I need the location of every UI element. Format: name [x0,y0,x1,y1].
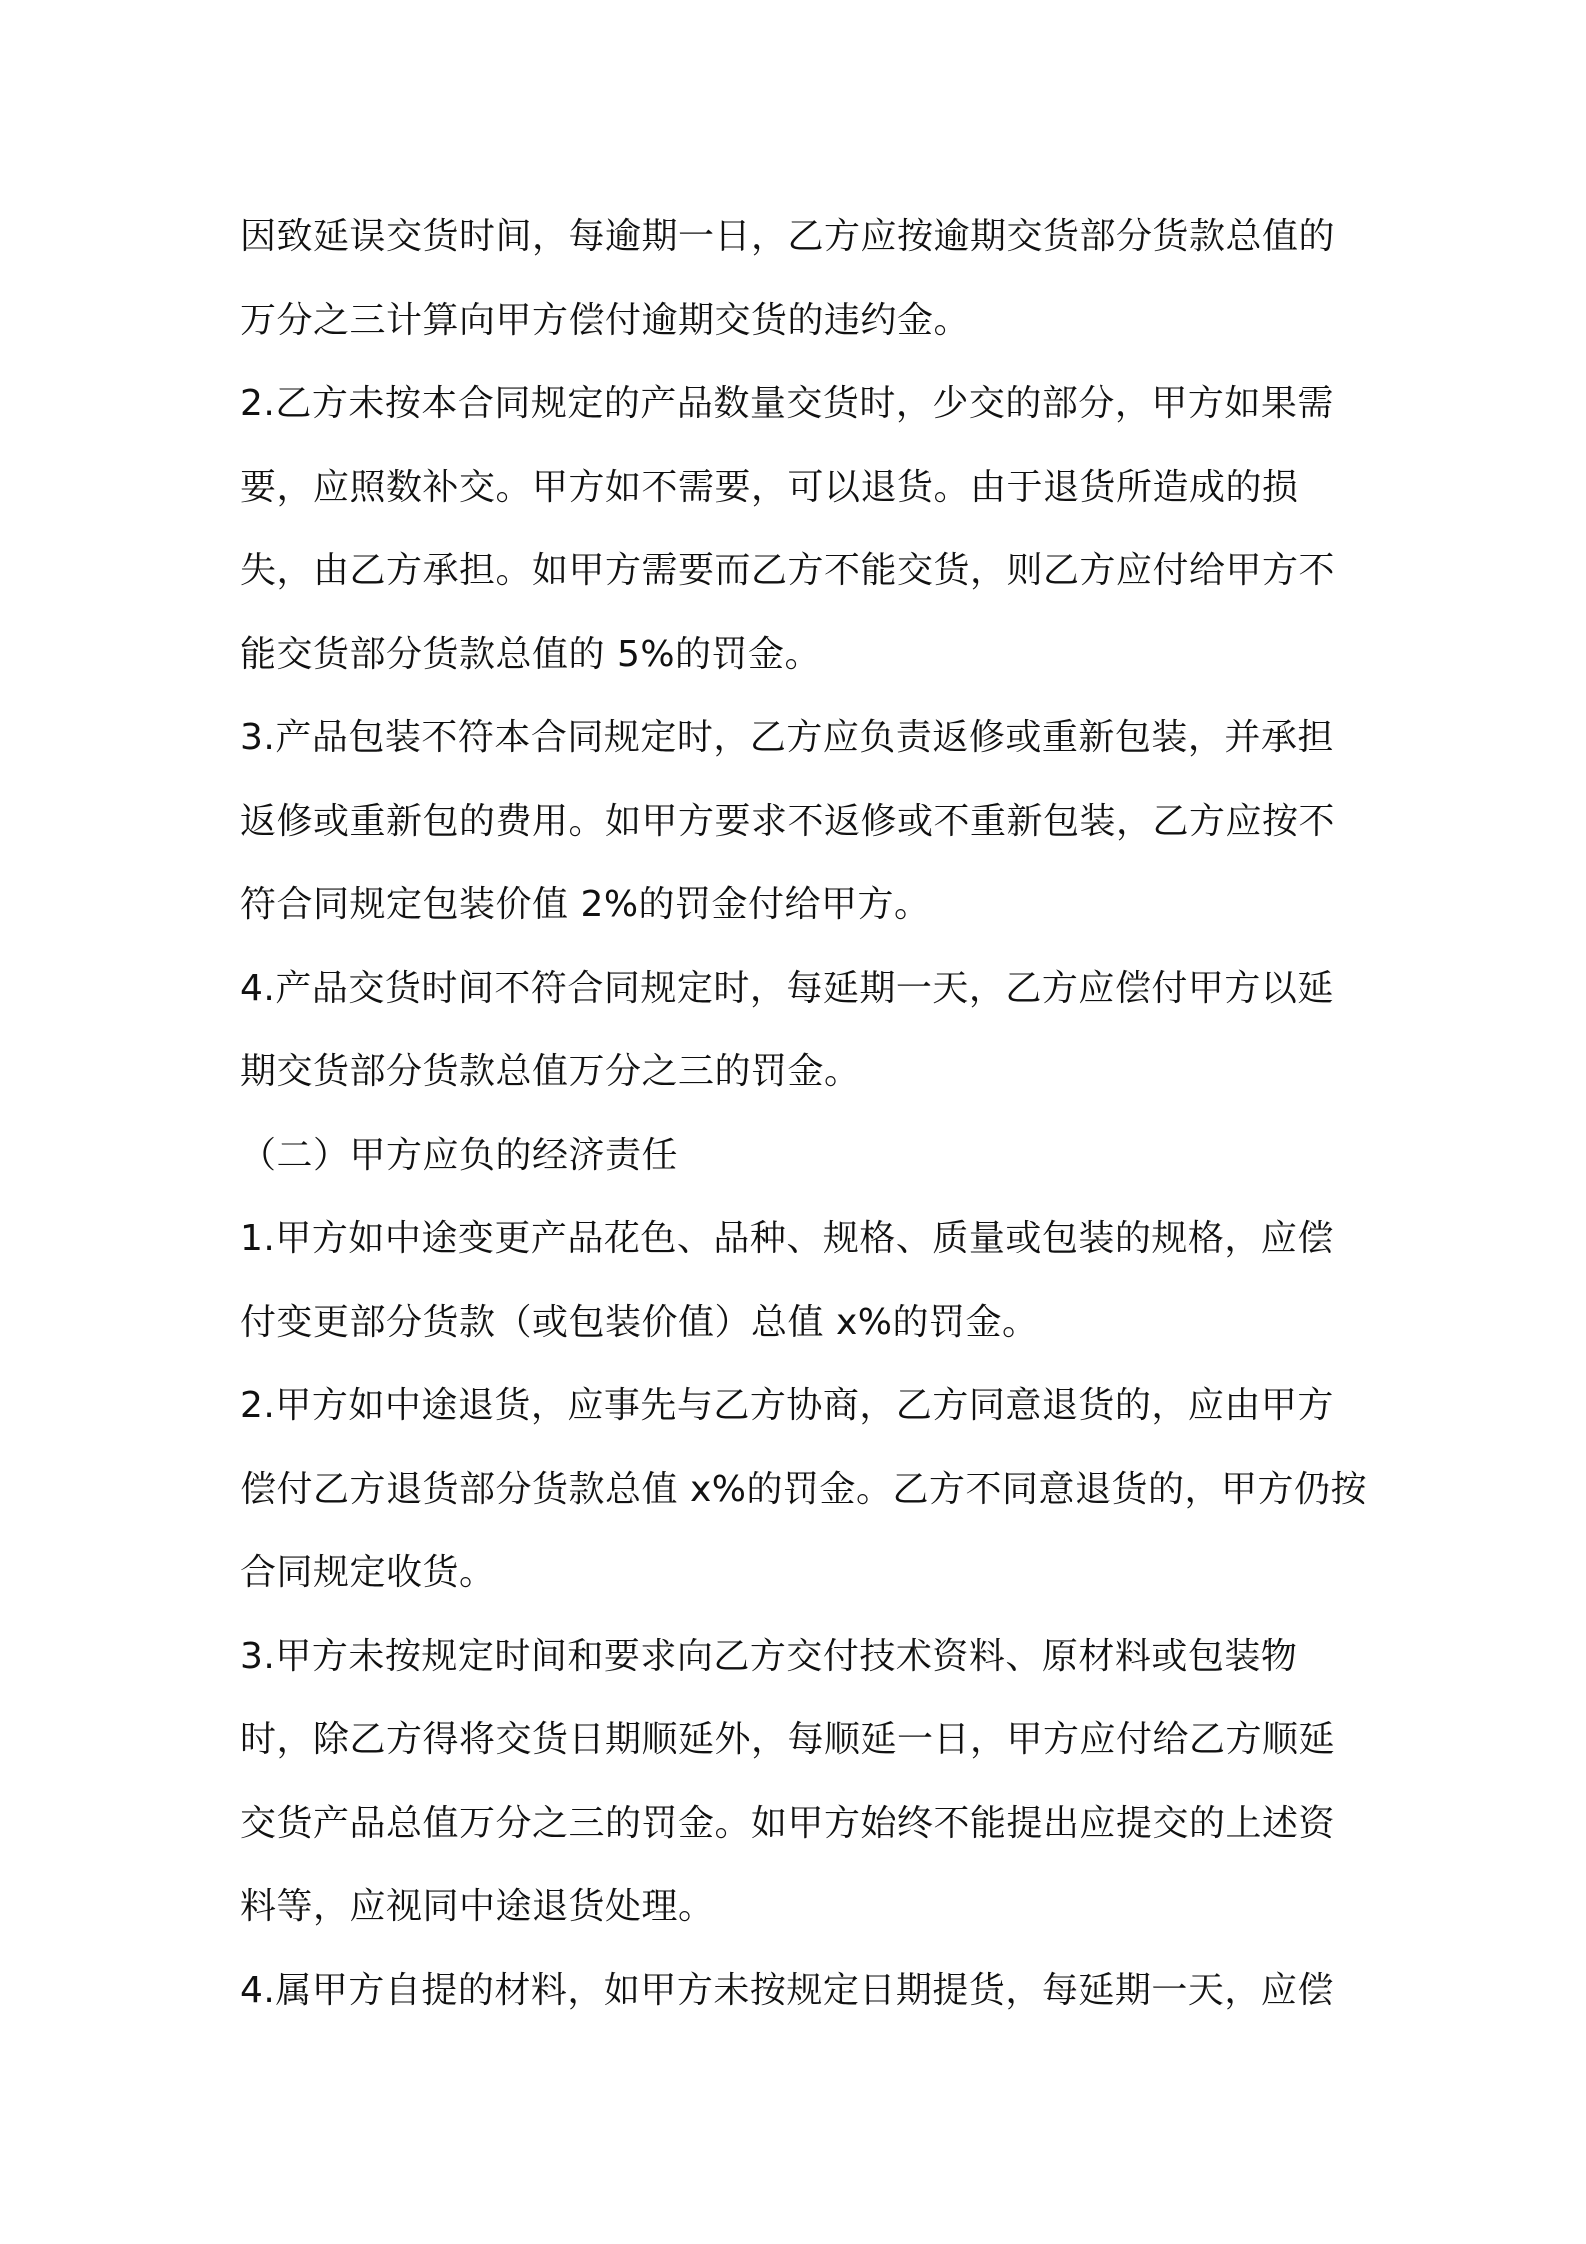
paragraph-quantity-shortage: 2.乙方未按本合同规定的产品数量交货时，少交的部分，甲方如果需要，应照数补交。甲方如不需要，可以退货。由于退货所造成的损失，由乙方承担。如甲方需要而乙方不能交货，则乙方应付给甲方不能交货部分货款总值的 5%的罚金。 [240,383,1336,675]
document-body [240,195,1370,2032]
paragraph-delivery-delay: 4.产品交货时间不符合同规定时，每延期一天，乙方应偿付甲方以延期交货部分货款总值万分之三的罚金。 [240,967,1334,1092]
paragraph-overdue-penalty: 因致延误交货时间，每逾期一日，乙方应按逾期交货部分货款总值的万分之三计算向甲方偿付逾期交货的违约金。 [240,216,1336,341]
paragraph-self-pickup: 4.属甲方自提的材料，如甲方未按规定日期提货，每延期一天，应偿 [240,1969,1334,2011]
paragraph-packaging-nonconformity: 3.产品包装不符本合同规定时，乙方应负责返修或重新包装，并承担返修或重新包的费用。如甲方要求不返修或不重新包装，乙方应按不符合同规定包装价值 2%的罚金付给甲方。 [240,717,1336,925]
paragraph-materials-delivery: 3.甲方未按规定时间和要求向乙方交付技术资料、原材料或包装物时，除乙方得将交货日期顺延外，每顺延一日，甲方应付给乙方顺延交货产品总值万分之三的罚金。如甲方始终不能提出应提交的上述资料等，应视同中途退货处理。 [240,1635,1336,1927]
paragraph-specification-change: 1.甲方如中途变更产品花色、品种、规格、质量或包装的规格，应偿付变更部分货款（或包装价值）总值 x%的罚金。 [240,1218,1334,1343]
section-heading-party-a-liability: （二）甲方应负的经济责任 [240,1134,679,1176]
paragraph-midway-return: 2.甲方如中途退货，应事先与乙方协商，乙方同意退货的，应由甲方偿付乙方退货部分货款总值 x%的罚金。乙方不同意退货的，甲方仍按合同规定收货。 [240,1385,1367,1593]
